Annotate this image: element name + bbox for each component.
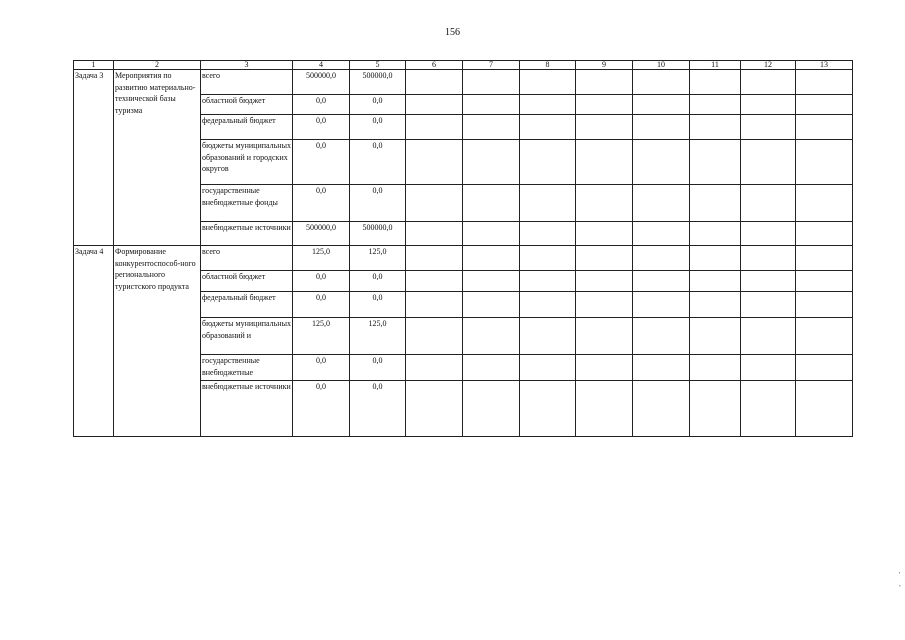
empty-cell xyxy=(690,70,741,95)
value-col4-cell: 125,0 xyxy=(293,246,350,271)
empty-cell xyxy=(796,115,853,140)
empty-cell xyxy=(576,222,633,246)
empty-cell xyxy=(690,95,741,115)
column-header: 2 xyxy=(114,61,201,70)
empty-cell xyxy=(796,222,853,246)
empty-cell xyxy=(633,222,690,246)
value-col4-cell: 500000,0 xyxy=(293,222,350,246)
budget-table xyxy=(73,60,853,437)
empty-cell xyxy=(406,246,463,271)
empty-cell xyxy=(741,95,796,115)
empty-cell xyxy=(741,70,796,95)
empty-cell xyxy=(690,381,741,437)
value-col5-cell: 500000,0 xyxy=(350,222,406,246)
empty-cell xyxy=(520,318,576,355)
empty-cell xyxy=(520,246,576,271)
empty-cell xyxy=(796,246,853,271)
empty-cell xyxy=(690,292,741,318)
empty-cell xyxy=(633,246,690,271)
empty-cell xyxy=(576,318,633,355)
empty-cell xyxy=(520,115,576,140)
funding-source-cell: федеральный бюджет xyxy=(201,115,293,140)
empty-cell xyxy=(633,95,690,115)
empty-cell xyxy=(520,271,576,292)
empty-cell xyxy=(406,115,463,140)
margin-mark: ' xyxy=(899,571,901,579)
empty-cell xyxy=(741,222,796,246)
column-header: 4 xyxy=(293,61,350,70)
empty-cell xyxy=(406,271,463,292)
value-col5-cell: 0,0 xyxy=(350,381,406,437)
empty-cell xyxy=(576,95,633,115)
empty-cell xyxy=(741,185,796,222)
empty-cell xyxy=(576,381,633,437)
empty-cell xyxy=(520,381,576,437)
empty-cell xyxy=(576,271,633,292)
value-col5-cell: 125,0 xyxy=(350,318,406,355)
empty-cell xyxy=(690,271,741,292)
column-header: 5 xyxy=(350,61,406,70)
empty-cell xyxy=(406,318,463,355)
value-col5-cell: 500000,0 xyxy=(350,70,406,95)
value-col5-cell: 0,0 xyxy=(350,115,406,140)
empty-cell xyxy=(796,292,853,318)
empty-cell xyxy=(463,355,520,381)
empty-cell xyxy=(406,381,463,437)
value-col4-cell: 0,0 xyxy=(293,292,350,318)
empty-cell xyxy=(463,318,520,355)
funding-source-cell: областной бюджет xyxy=(201,95,293,115)
empty-cell xyxy=(463,140,520,185)
value-col4-cell: 0,0 xyxy=(293,115,350,140)
empty-cell xyxy=(576,185,633,222)
task-cell: Задача 4 xyxy=(74,246,114,437)
empty-cell xyxy=(741,246,796,271)
value-col5-cell: 0,0 xyxy=(350,292,406,318)
empty-cell xyxy=(633,140,690,185)
value-col4-cell: 0,0 xyxy=(293,271,350,292)
funding-source-cell: государственные внебюджетные xyxy=(201,355,293,381)
empty-cell xyxy=(463,185,520,222)
empty-cell xyxy=(520,70,576,95)
empty-cell xyxy=(406,355,463,381)
empty-cell xyxy=(463,246,520,271)
column-header: 12 xyxy=(741,61,796,70)
empty-cell xyxy=(576,70,633,95)
empty-cell xyxy=(633,355,690,381)
value-col4-cell: 0,0 xyxy=(293,185,350,222)
empty-cell xyxy=(463,95,520,115)
empty-cell xyxy=(796,381,853,437)
empty-cell xyxy=(741,140,796,185)
empty-cell xyxy=(796,140,853,185)
empty-cell xyxy=(741,381,796,437)
empty-cell xyxy=(690,355,741,381)
empty-cell xyxy=(406,185,463,222)
empty-cell xyxy=(463,271,520,292)
activity-cell: Мероприятия по развитию материально-технической базы туризма xyxy=(114,70,201,246)
value-col5-cell: 0,0 xyxy=(350,355,406,381)
empty-cell xyxy=(741,115,796,140)
empty-cell xyxy=(520,292,576,318)
empty-cell xyxy=(690,140,741,185)
funding-source-cell: всего xyxy=(201,70,293,95)
value-col4-cell: 500000,0 xyxy=(293,70,350,95)
margin-marks xyxy=(899,571,901,589)
column-header: 6 xyxy=(406,61,463,70)
value-col4-cell: 0,0 xyxy=(293,355,350,381)
value-col5-cell: 0,0 xyxy=(350,185,406,222)
column-header: 9 xyxy=(576,61,633,70)
column-header: 1 xyxy=(74,61,114,70)
empty-cell xyxy=(576,355,633,381)
empty-cell xyxy=(463,70,520,95)
table-row xyxy=(74,246,853,271)
value-col5-cell: 0,0 xyxy=(350,271,406,292)
empty-cell xyxy=(690,185,741,222)
value-col5-cell: 0,0 xyxy=(350,95,406,115)
header-row xyxy=(74,61,853,70)
empty-cell xyxy=(633,271,690,292)
empty-cell xyxy=(406,95,463,115)
empty-cell xyxy=(690,318,741,355)
funding-source-cell: внебюджетные источники xyxy=(201,381,293,437)
empty-cell xyxy=(406,222,463,246)
empty-cell xyxy=(463,222,520,246)
empty-cell xyxy=(796,70,853,95)
column-header: 13 xyxy=(796,61,853,70)
empty-cell xyxy=(690,246,741,271)
funding-source-cell: государственные внебюджетные фонды xyxy=(201,185,293,222)
column-header: 3 xyxy=(201,61,293,70)
empty-cell xyxy=(633,381,690,437)
empty-cell xyxy=(520,222,576,246)
empty-cell xyxy=(633,292,690,318)
empty-cell xyxy=(633,185,690,222)
empty-cell xyxy=(796,355,853,381)
value-col4-cell: 0,0 xyxy=(293,381,350,437)
task-cell: Задача 3 xyxy=(74,70,114,246)
column-header: 7 xyxy=(463,61,520,70)
empty-cell xyxy=(406,70,463,95)
empty-cell xyxy=(796,95,853,115)
empty-cell xyxy=(576,115,633,140)
funding-source-cell: бюджеты муниципальных образований и xyxy=(201,318,293,355)
page-number: 156 xyxy=(445,27,460,38)
value-col4-cell: 125,0 xyxy=(293,318,350,355)
empty-cell xyxy=(633,115,690,140)
empty-cell xyxy=(463,381,520,437)
empty-cell xyxy=(741,355,796,381)
empty-cell xyxy=(520,185,576,222)
empty-cell xyxy=(463,292,520,318)
empty-cell xyxy=(690,115,741,140)
value-col4-cell: 0,0 xyxy=(293,140,350,185)
value-col4-cell: 0,0 xyxy=(293,95,350,115)
empty-cell xyxy=(741,292,796,318)
table-row xyxy=(74,70,853,95)
empty-cell xyxy=(520,140,576,185)
empty-cell xyxy=(741,271,796,292)
empty-cell xyxy=(633,318,690,355)
empty-cell xyxy=(741,318,796,355)
margin-mark: , xyxy=(899,580,901,588)
empty-cell xyxy=(406,292,463,318)
empty-cell xyxy=(463,115,520,140)
empty-cell xyxy=(796,271,853,292)
empty-cell xyxy=(796,185,853,222)
empty-cell xyxy=(520,355,576,381)
value-col5-cell: 0,0 xyxy=(350,140,406,185)
empty-cell xyxy=(520,95,576,115)
empty-cell xyxy=(576,246,633,271)
column-header: 10 xyxy=(633,61,690,70)
funding-source-cell: бюджеты муниципальных образований и городских округов xyxy=(201,140,293,185)
column-header: 11 xyxy=(690,61,741,70)
empty-cell xyxy=(576,140,633,185)
funding-source-cell: всего xyxy=(201,246,293,271)
funding-source-cell: внебюджетные источники xyxy=(201,222,293,246)
value-col5-cell: 125,0 xyxy=(350,246,406,271)
activity-cell: Формирование конкурентоспособ-ного регионального туристского продукта xyxy=(114,246,201,437)
empty-cell xyxy=(796,318,853,355)
funding-source-cell: областной бюджет xyxy=(201,271,293,292)
empty-cell xyxy=(576,292,633,318)
column-header: 8 xyxy=(520,61,576,70)
funding-source-cell: федеральный бюджет xyxy=(201,292,293,318)
empty-cell xyxy=(406,140,463,185)
empty-cell xyxy=(633,70,690,95)
empty-cell xyxy=(690,222,741,246)
